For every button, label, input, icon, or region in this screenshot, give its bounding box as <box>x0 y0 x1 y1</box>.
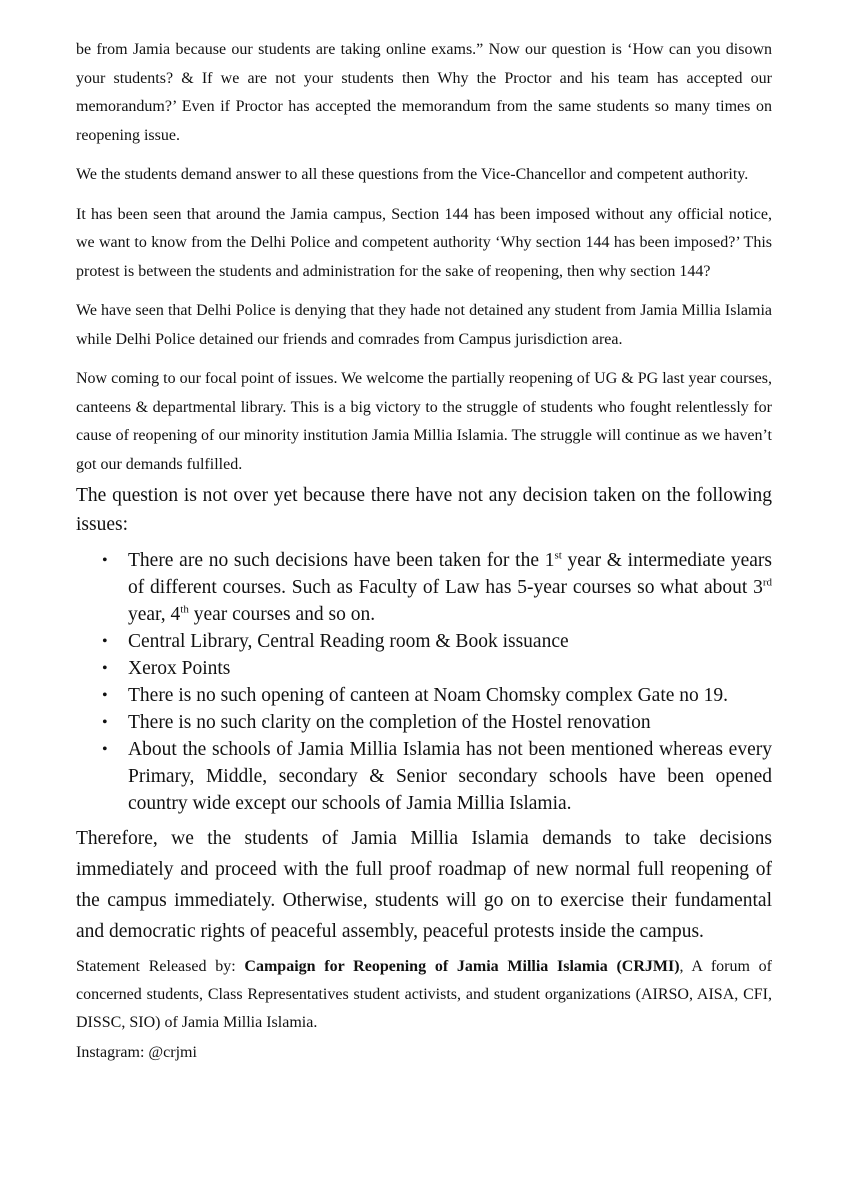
issues-list <box>76 547 772 817</box>
bullet-icon: • <box>102 714 108 731</box>
issue-text: There are no such decisions have been taken for the 1st year & intermediate years of different courses. Such as Faculty of Law has 5-year courses so what about 3rd year, 4th year courses and so on. <box>128 549 772 625</box>
bullet-icon: • <box>102 633 108 650</box>
bullet-icon: • <box>102 741 108 758</box>
list-item <box>102 655 772 682</box>
list-item <box>102 709 772 736</box>
issue-text: Central Library, Central Reading room & Book issuance <box>128 631 569 652</box>
list-item <box>102 736 772 817</box>
bullet-icon: • <box>102 660 108 677</box>
paragraph-demand-answer: We the students demand answer to all these questions from the Vice-Chancellor and competent authority. <box>76 166 749 183</box>
bullet-icon: • <box>102 687 108 704</box>
issue-text: There is no such clarity on the completion of the Hostel renovation <box>128 712 651 733</box>
paragraph-proctor-memorandum: be from Jamia because our students are taking online exams.” Now our question is ‘How can you disown your students? & If we are not your students then Why the Proctor and his team has accepted our memorandum?’ Even if Proctor has accepted the memorandum from the same students so many times on reopening issue. <box>76 41 772 144</box>
list-item <box>102 547 772 628</box>
paragraph-focal-point: Now coming to our focal point of issues. We welcome the partially reopening of UG & PG last year courses, canteens & departmental library. This is a big victory to the struggle of students who fought relentlessly for cause of reopening of our minority institution Jamia Millia Islamia. The struggle will continue as we haven’t got our demands fulfilled. <box>76 370 772 473</box>
issue-text: Xerox Points <box>128 658 231 679</box>
list-item <box>102 682 772 709</box>
paragraph-section-144: It has been seen that around the Jamia campus, Section 144 has been imposed without any official notice, we want to know from the Delhi Police and competent authority ‘Why section 144 has been imposed?’ This protest is between the students and administration for the sake of reopening, then why section 144? <box>76 205 772 280</box>
paragraph-conclusion: Therefore, we the students of Jamia Millia Islamia demands to take decisions immediately and proceed with the full proof roadmap of new normal full reopening of the campus immediately. Otherwise, students will go on to exercise their fundamental and democratic rights of peaceful assembly, peaceful protests inside the campus. <box>76 828 772 942</box>
bullet-icon: • <box>102 552 108 569</box>
paragraph-question-not-over: The question is not over yet because there have not any decision taken on the following issues: <box>76 485 772 535</box>
statement-released-by: Statement Released by: Campaign for Reopening of Jamia Millia Islamia (CRJMI), A forum of concerned students, Class Representatives student activists, and student organizations (AIRSO, AISA, CFI, DISSC, SIO) of Jamia Millia Islamia. <box>76 958 772 1031</box>
list-item <box>102 628 772 655</box>
issue-text: There is no such opening of canteen at Noam Chomsky complex Gate no 19. <box>128 685 729 706</box>
paragraph-delhi-police: We have seen that Delhi Police is denying that they hade not detained any student from Jamia Millia Islamia while Delhi Police detained our friends and comrades from Campus jurisdiction area. <box>76 302 772 348</box>
issue-text: About the schools of Jamia Millia Islamia has not been mentioned whereas every Primary, Middle, secondary & Senior secondary schools have been opened country wide except our schools of Jamia Millia Islamia. <box>128 739 772 814</box>
organization-name: Campaign for Reopening of Jamia Millia Islamia (CRJMI) <box>244 958 680 975</box>
instagram-handle: Instagram: @crjmi <box>76 1044 197 1061</box>
